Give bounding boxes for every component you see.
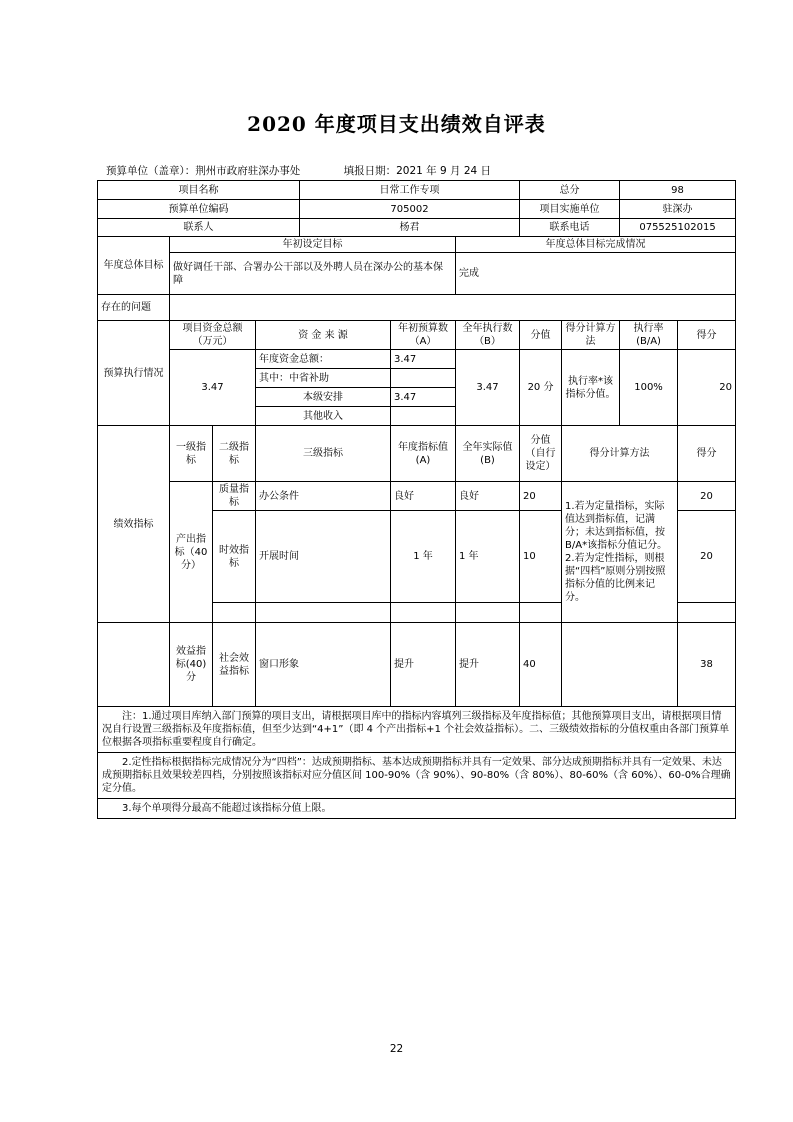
total-score-label: 总分 (520, 181, 620, 200)
perf-method: 1.若为定量指标，实际值达到指标值，记满分；未达到指标值，按 B/A*该指标分值记分。 2.若为定性指标，则根据“四档”原则分别按照指标分值的比例来记分。 (562, 482, 678, 623)
budget-header-row (98, 321, 736, 350)
goal-initial: 做好调任干部、合署办公干部以及外聘人员在深办公的基本保障 (170, 253, 456, 295)
issues-value (170, 295, 736, 321)
timeliness-l2: 时效指标 (213, 511, 256, 603)
perf-h-l1: 一级指标 (170, 426, 213, 482)
evaluation-table (97, 180, 736, 819)
budget-total: 3.47 (170, 350, 256, 426)
quality-points: 20 (520, 482, 562, 511)
budget-label: 预算执行情况 (98, 321, 170, 426)
timeliness-actual: 1 年 (456, 511, 520, 603)
social-points: 40 (520, 623, 562, 707)
goal-complete-label: 年度总体目标完成情况 (456, 237, 736, 253)
budget-src-other: 其他收入 (256, 407, 391, 426)
basic-row-1 (98, 181, 736, 200)
budget-points: 20 分 (520, 350, 562, 426)
goal-header-row (98, 237, 736, 253)
unit-code: 705002 (300, 200, 520, 219)
social-actual: 提升 (456, 623, 520, 707)
budget-method: 执行率*该指标分值。 (562, 350, 620, 426)
basic-row-2 (98, 200, 736, 219)
perf-h-method: 得分计算方法 (562, 426, 678, 482)
project-name: 日常工作专项 (300, 181, 520, 200)
quality-target: 良好 (391, 482, 456, 511)
issues-row (98, 295, 736, 321)
benefit-label: 效益指标(40)分 (170, 623, 213, 707)
fill-date: 填报日期：2021 年 9 月 24 日 (343, 165, 492, 177)
blank-cell (391, 603, 456, 623)
perf-h-actual: 全年实际值(B) (456, 426, 520, 482)
perf-h-points: 分值（自行设定） (520, 426, 562, 482)
output-label: 产出指标（40 分） (170, 482, 213, 623)
quality-score: 20 (678, 482, 736, 511)
blank-cell (520, 603, 562, 623)
budget-src-local: 本级安排 (256, 388, 391, 407)
social-method (562, 623, 678, 707)
note-1: 注：1.通过项目库纳入部门预算的项目支出，请根据项目库中的指标内容填列三级指标及年度指标值；其他预算项目支出，请根据项目情况自行设置三级指标及年度指标值，但至少达到“4+1”（即 4 个产出指标+1 个社会效益指标）。二、三级绩效指标的分值权重由各部门预算单位根据各项指标重要程度自行确定。 (98, 707, 736, 753)
budget-v-subsidy (391, 369, 456, 388)
goal-complete: 完成 (456, 253, 736, 295)
perf-row-quality (98, 482, 736, 511)
budget-h-initial: 年初预算数（A） (391, 321, 456, 350)
budget-v-local: 3.47 (391, 388, 456, 407)
social-l2: 社会效益指标 (213, 623, 256, 707)
social-target: 提升 (391, 623, 456, 707)
social-score: 38 (678, 623, 736, 707)
note-row-3 (98, 799, 736, 819)
contact: 杨君 (300, 219, 520, 237)
basic-row-3 (98, 219, 736, 237)
phone-label: 联系电话 (520, 219, 620, 237)
budget-v-other (391, 407, 456, 426)
note-3: 3.每个单项得分最高不能超过该指标分值上限。 (98, 799, 736, 819)
blank-cell (213, 603, 256, 623)
form-meta (106, 163, 491, 178)
timeliness-l3: 开展时间 (256, 511, 391, 603)
goal-initial-label: 年初设定目标 (170, 237, 456, 253)
budget-unit: 预算单位（盖章）：荆州市政府驻深办事处 (106, 165, 301, 177)
quality-l3: 办公条件 (256, 482, 391, 511)
perf-header-row (98, 426, 736, 482)
budget-h-method: 得分计算方法 (562, 321, 620, 350)
budget-actual: 3.47 (456, 350, 520, 426)
goal-value-row (98, 253, 736, 295)
blank-cell (456, 603, 520, 623)
total-score: 98 (620, 181, 736, 200)
note-row-1 (98, 707, 736, 753)
quality-l2: 质量指标 (213, 482, 256, 511)
project-name-label: 项目名称 (98, 181, 300, 200)
perf-row-social (98, 623, 736, 707)
quality-actual: 良好 (456, 482, 520, 511)
note-row-2 (98, 753, 736, 799)
page-number: 22 (389, 1043, 404, 1055)
budget-rate: 100% (620, 350, 678, 426)
perf-h-target: 年度指标值(A) (391, 426, 456, 482)
perf-label: 绩效指标 (98, 426, 170, 623)
phone: 075525102015 (620, 219, 736, 237)
impl-unit-label: 项目实施单位 (520, 200, 620, 219)
budget-score: 20 (678, 350, 736, 426)
budget-src-total: 年度资金总额： (256, 350, 391, 369)
contact-label: 联系人 (98, 219, 300, 237)
note-2: 2.定性指标根据指标完成情况分为“四档”：达成预期指标、基本达成预期指标并具有一定效果、部分达成预期指标并具有一定效果、未达成预期指标且效果较差四档，分别按照该指标对应分值区间 100-90%（含 90%）、90-80%（含 80%）、80-60%（含 60%）、60-0%合理确定分值。 (98, 753, 736, 799)
perf-h-score: 得分 (678, 426, 736, 482)
budget-h-source: 资 金 来 源 (256, 321, 391, 350)
perf-h-l3: 三级指标 (256, 426, 391, 482)
timeliness-score: 20 (678, 511, 736, 603)
budget-row-1 (98, 350, 736, 369)
impl-unit: 驻深办 (620, 200, 736, 219)
goal-label: 年度总体目标 (98, 237, 170, 295)
blank-cell (678, 603, 736, 623)
budget-h-actual: 全年执行数（B） (456, 321, 520, 350)
timeliness-target: 1 年 (391, 511, 456, 603)
perf-h-l2: 二级指标 (213, 426, 256, 482)
budget-h-total: 项目资金总额（万元） (170, 321, 256, 350)
unit-code-label: 预算单位编码 (98, 200, 300, 219)
budget-h-points: 分值 (520, 321, 562, 350)
budget-src-subsidy: 其中：中省补助 (256, 369, 391, 388)
blank-cell (98, 623, 170, 707)
budget-v-total: 3.47 (391, 350, 456, 369)
budget-h-rate: 执行率(B/A) (620, 321, 678, 350)
issues-label: 存在的问题 (98, 295, 170, 321)
page-title: 2020 年度项目支出绩效自评表 (247, 112, 546, 136)
timeliness-points: 10 (520, 511, 562, 603)
social-l3: 窗口形象 (256, 623, 391, 707)
budget-h-score: 得分 (678, 321, 736, 350)
blank-cell (256, 603, 391, 623)
